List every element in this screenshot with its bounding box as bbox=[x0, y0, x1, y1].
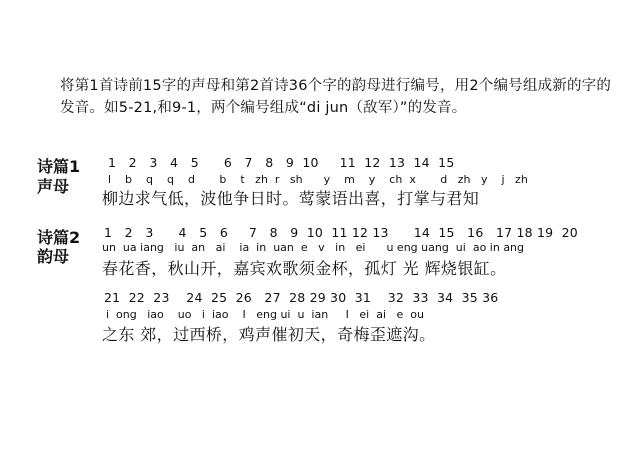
poem2-pinyin-line2: i ong iao uo i iao I eng ui u ian I ei ai e ou bbox=[106, 308, 424, 321]
poem1-numbers: 1 2 3 4 5 6 7 8 9 10 11 12 13 14 15 bbox=[108, 155, 455, 170]
poem2-characters-line1: 春花香，秋山开，嘉宾欢歌须金杯，孤灯 光 辉烧银缸。 bbox=[102, 259, 507, 278]
poem2-pinyin-line1: un ua iang iu an ai ia in uan e v in ei u eng uang ui ao in ang bbox=[102, 241, 525, 254]
poem2-numbers-line2: 21 22 23 24 25 26 27 28 29 30 31 32 33 34 35 36 bbox=[104, 290, 499, 305]
poem1-characters: 柳边求气低，波他争日时。莺蒙语出喜，打掌与君知 bbox=[102, 189, 480, 208]
poem1-label-title: 诗篇1 bbox=[37, 157, 81, 176]
poem2-label-subtitle: 韵母 bbox=[37, 247, 70, 266]
poem2-numbers-line1: 1 2 3 4 5 6 7 8 9 10 11 12 13 14 15 16 17 18 19 20 bbox=[104, 225, 578, 240]
poem2-characters-line2: 之东 郊，过西桥，鸡声催初天，奇梅歪遮沟。 bbox=[102, 325, 436, 344]
poem1-label-subtitle: 声母 bbox=[37, 177, 70, 196]
poem1-pinyin: l b q q d b t zh r sh y m y ch x d zh y j zh bbox=[108, 173, 528, 186]
intro-paragraph: 将第1首诗前15字的声母和第2首诗36个字的韵母进行编号，用2个编号组成新的字的发音。如5-21,和9-1，两个编号组成“di jun（敌军）”的发音。 bbox=[60, 78, 612, 116]
poem2-label-title: 诗篇2 bbox=[37, 228, 81, 247]
